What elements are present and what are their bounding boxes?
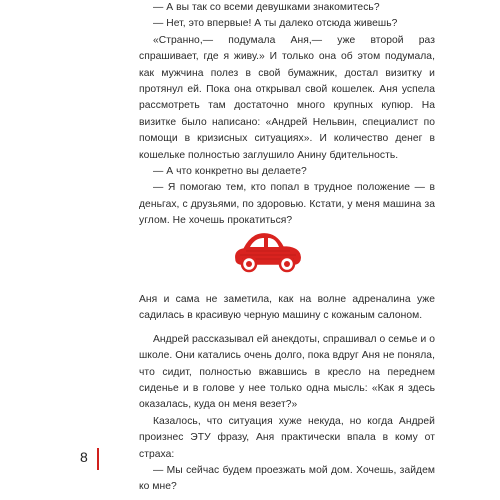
paragraph: — Мы сейчас будем проезжать мой дом. Хочешь, зайдем ко мне? — [139, 465, 435, 493]
page-number-divider — [97, 448, 99, 470]
paragraph: — Нет, это впервые! А ты далеко отсюда живешь? — [153, 18, 398, 30]
red-car-icon — [232, 229, 304, 273]
paragraph: «Странно,— подумала Аня,— уже второй раз спрашивает, где я живу.» И только она об этом подумала, как мужчина полез в свой бумажник, достал визитку и протянул ей. Пока она открывал свой кошелек. Аня успела рассмотреть там достаточно много крупных купюр. На визитке было написано: «Андрей Нельвин, специалист по помощи в кризисных ситуациях». И количество денег в кошельке полностью заглушило Анину бдительность. — [139, 34, 435, 161]
bottom-text-block — [139, 292, 435, 496]
paragraph: Казалось, что ситуация хуже некуда, но когда Андрей произнес ЭТУ фразу, Аня практически впала в кому от страха: — [139, 415, 435, 460]
paragraph: Андрей рассказывал ей анекдоты, спрашивал о семье и о школе. Они катались очень долго, пока вдруг Аня не поняла, что сидит, полностью вжавшись в кресло на переднем сиденье и в голове у нее только одна мысль: «Как я здесь оказалась, куда он меня везет?» — [139, 333, 435, 411]
page-number: 8 — [80, 449, 88, 465]
top-text-block — [139, 0, 435, 230]
paragraph: — А что конкретно вы делаете? — [153, 166, 307, 178]
paragraph: — Я помогаю тем, кто попал в трудное положение — в деньгах, с друзьями, по здоровью. Кстати, у меня машина за углом. Не хочешь прокатиться? — [139, 182, 435, 227]
paragraph: — А вы так со всеми девушками знакомитесь? — [153, 2, 380, 13]
paragraph: Аня и сама не заметила, как на волне адреналина уже садилась в красивую черную машину с кожаным салоном. — [139, 294, 435, 322]
